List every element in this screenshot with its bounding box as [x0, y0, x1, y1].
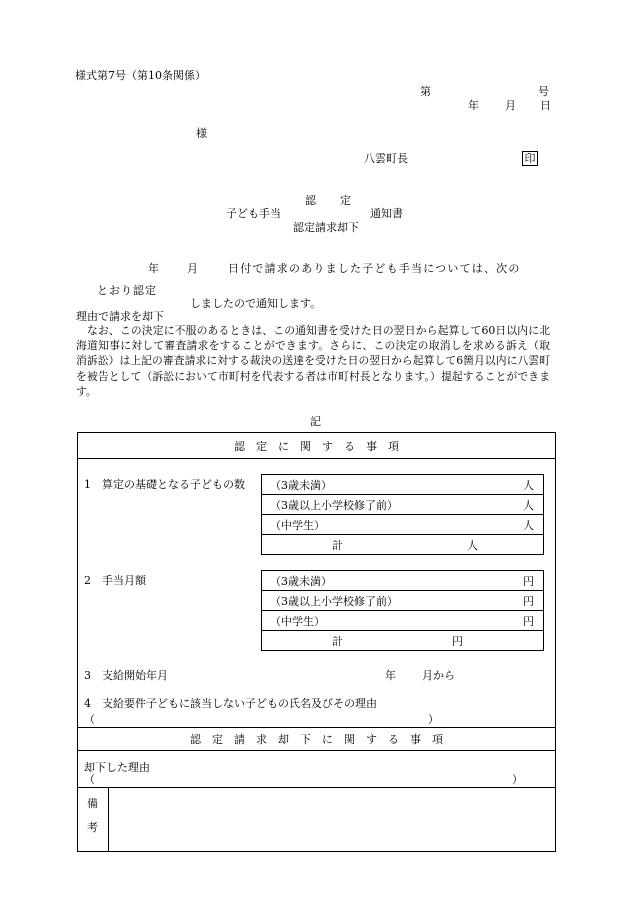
- reject-open-paren: （: [84, 773, 95, 786]
- title-kyakka: 認定請求却下: [293, 221, 359, 234]
- reject-close-paren: ）: [512, 773, 523, 786]
- monthly-amount-total-label: 計: [332, 635, 343, 648]
- monthly-amount-unit: 円: [523, 615, 534, 628]
- monthly-amount-category: （3歳未満）: [270, 575, 332, 588]
- item3-year: 年: [385, 669, 396, 682]
- body-sentence-4: 理由で請求を却下: [76, 310, 164, 323]
- monthly-amount-total-row: [262, 631, 543, 651]
- monthly-amount-grid: [261, 570, 544, 651]
- child-count-row: [262, 475, 543, 495]
- ki-heading: 記: [310, 415, 321, 428]
- divider: [78, 458, 555, 459]
- divider: [108, 787, 109, 852]
- section-heading-kyakka: 認 定 請 求 却 下 に 関 す る 事 項: [190, 733, 443, 746]
- issuer-name: 八雲町長: [364, 152, 408, 165]
- issue-date-year: 年: [468, 99, 479, 112]
- monthly-amount-row: [262, 611, 543, 631]
- item4-close-paren: ）: [428, 713, 439, 726]
- monthly-amount-category: （3歳以上小学校修了前）: [270, 595, 398, 608]
- appeal-notice-paragraph: なお、この決定に不服のあるときは、この通知書を受けた日の翌日から起算して60日以内に北海道知事に対して審査請求をすることができます。さらに、この決定の取消しを求める訴え（取消訴訟）は上記の審査請求に対する裁決の送達を受けた日の翌日から起算して6箇月以内に八雲町を被告として（訴訟において市町村を代表する者は市町村長となります。）提起することができます。: [76, 324, 550, 398]
- divider: [78, 750, 555, 751]
- item3-label: 3 支給開始年月: [84, 669, 168, 682]
- monthly-amount-unit: 円: [523, 595, 534, 608]
- body-sentence-2: とおり認定: [97, 284, 157, 297]
- seal-mark: 印: [522, 151, 538, 166]
- divider: [78, 787, 555, 788]
- addressee-honorific: 様: [196, 127, 207, 140]
- document-number-prefix: 第: [420, 85, 431, 98]
- monthly-amount-row: [262, 571, 543, 591]
- child-count-row: [262, 515, 543, 535]
- remarks-label-2: 考: [87, 821, 98, 834]
- title-nintei: 認定: [305, 194, 375, 207]
- child-count-category: （3歳未満）: [270, 479, 332, 492]
- item3-month: 月から: [422, 669, 455, 682]
- remarks-label-1: 備: [87, 797, 98, 810]
- monthly-amount-unit: 円: [523, 575, 534, 588]
- item4-label: 4 支給要件子どもに該当しない子どもの氏名及びその理由: [84, 697, 377, 710]
- form-number-title: 様式第7号（第10条関係）: [75, 69, 206, 82]
- title-tsuchisho: 通知書: [370, 207, 403, 220]
- child-count-unit: 人: [523, 479, 534, 492]
- document-number-suffix: 号: [538, 85, 549, 98]
- child-count-unit: 人: [523, 499, 534, 512]
- child-count-grid: [261, 474, 544, 555]
- reject-reason-label: 却下した理由: [84, 761, 150, 774]
- body-sentence-1: 日付で請求のありました子ども手当については、次の: [228, 262, 521, 275]
- issue-date-day: 日: [540, 99, 551, 112]
- monthly-amount-row: [262, 591, 543, 611]
- title-kodomo-teate: 子ども手当: [226, 207, 281, 220]
- body-sentence-3: しましたので通知します。: [190, 297, 322, 310]
- monthly-amount-category: （中学生）: [270, 615, 325, 628]
- request-date-month: 月: [187, 262, 198, 275]
- child-count-total-label: 計: [332, 539, 343, 552]
- monthly-amount-total-unit: 円: [452, 635, 463, 648]
- child-count-row: [262, 495, 543, 515]
- details-table: [77, 432, 556, 852]
- item1-label: 1 算定の基礎となる子どもの数: [84, 478, 245, 491]
- item2-label: 2 手当月額: [84, 574, 146, 587]
- child-count-category: （3歳以上小学校修了前）: [270, 499, 398, 512]
- request-date-year: 年: [148, 262, 159, 275]
- issue-date-month: 月: [505, 99, 516, 112]
- section-heading-nintei: 認 定 に 関 す る 事 項: [234, 440, 399, 453]
- divider: [78, 727, 555, 728]
- child-count-total-unit: 人: [467, 539, 478, 552]
- child-count-unit: 人: [523, 519, 534, 532]
- child-count-category: （中学生）: [270, 519, 325, 532]
- child-count-total-row: [262, 535, 543, 555]
- item4-open-paren: （: [84, 713, 95, 726]
